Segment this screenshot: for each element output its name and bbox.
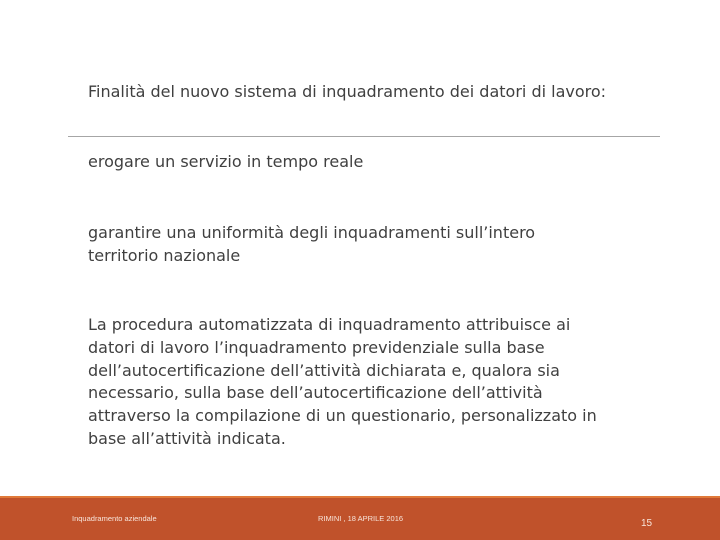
slide-title: Finalità del nuovo sistema di inquadramento dei datori di lavoro: (88, 82, 607, 101)
title-divider (68, 136, 660, 137)
paragraph-3: La procedura automatizzata di inquadramento attribuisce ai datori di lavoro l’inquadramento previdenziale sulla base dell’autocertificazione dell’attività dichiarata e, qualora sia necessario, sulla base dell’autocertificazione dell’attività attraverso la compilazione di un questionario, personalizzato in base all’attività indicata. (88, 315, 597, 448)
footer-left-text: Inquadramento aziendale (72, 514, 157, 523)
page-number: 15 (641, 518, 653, 529)
footer-center-text: RIMINI , 18 APRILE 2016 (318, 514, 404, 523)
paragraph-1: erogare un servizio in tempo reale (88, 152, 364, 171)
paragraph-2: garantire una uniformità degli inquadramenti sull’intero territorio nazionale (88, 223, 536, 265)
